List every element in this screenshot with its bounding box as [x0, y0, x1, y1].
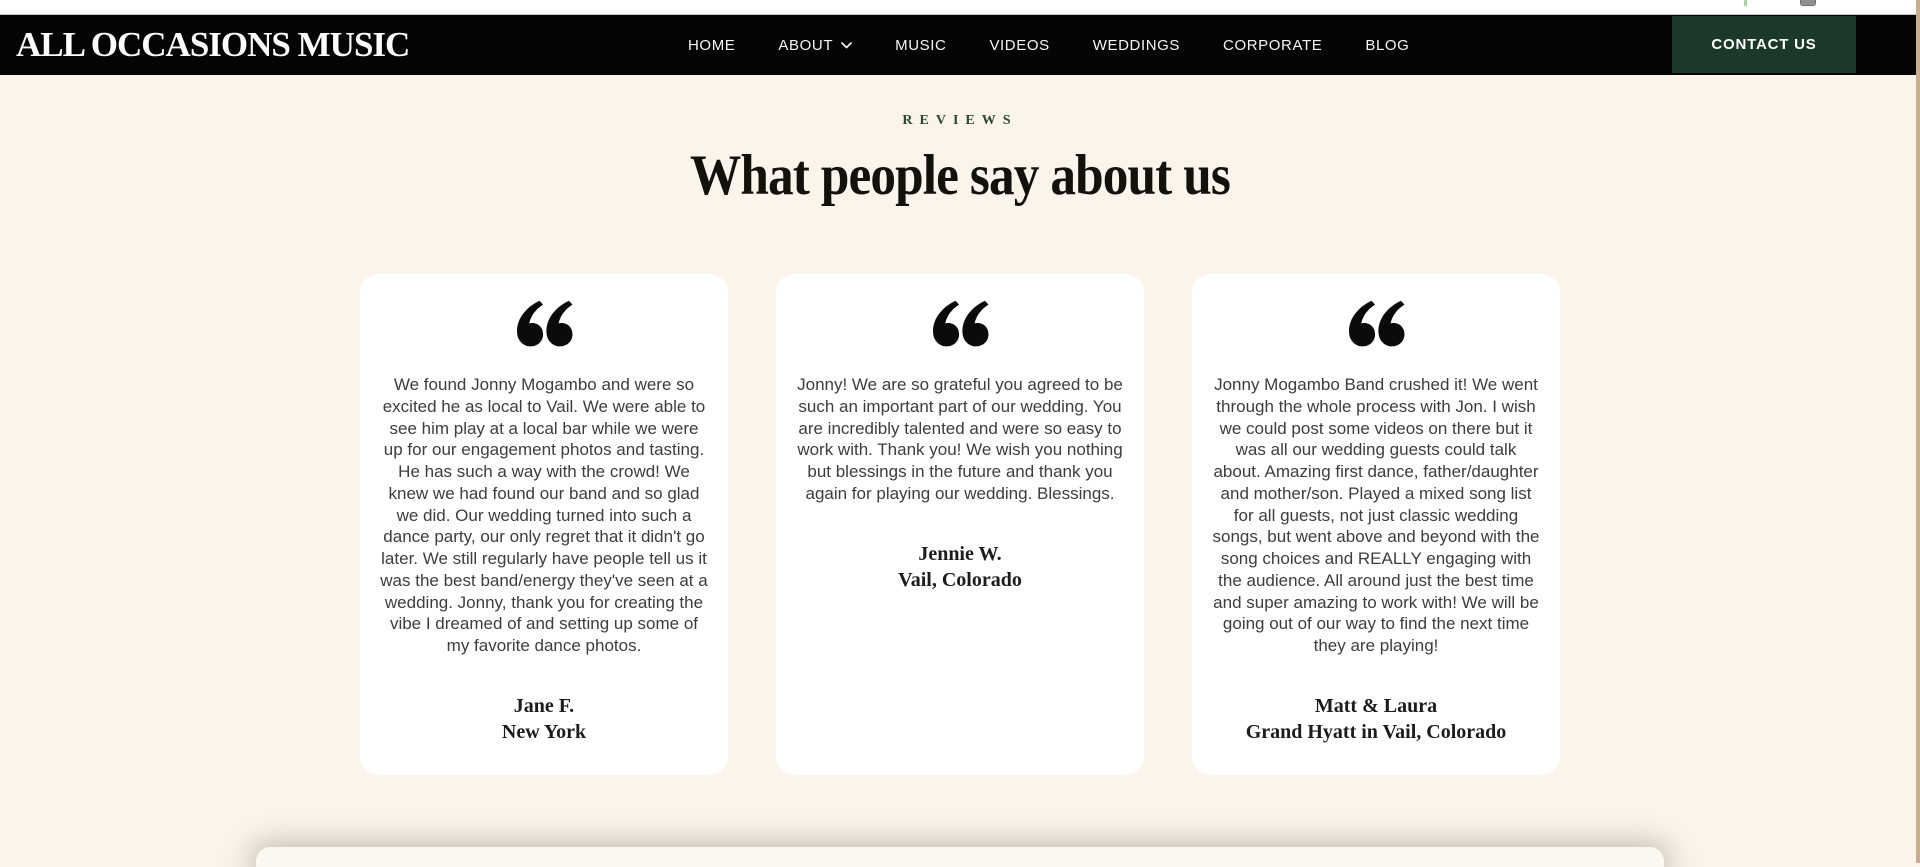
- testimonial-name: Jane F.: [513, 694, 575, 717]
- section-heading: What people say about us: [690, 144, 1230, 207]
- browser-chrome-sliver: [0, 0, 1920, 15]
- nav-item-label: CORPORATE: [1223, 36, 1323, 54]
- nav-item-videos[interactable]: [989, 37, 1049, 54]
- page-edge-scrollbar-strip[interactable]: [1916, 0, 1920, 863]
- main-nav: [688, 15, 1409, 75]
- chevron-down-icon: [841, 42, 852, 49]
- contact-us-button[interactable]: CONTACT US: [1672, 16, 1856, 73]
- testimonial-attribution: [898, 541, 1022, 593]
- nav-item-blog[interactable]: [1365, 37, 1409, 54]
- section-eyebrow: REVIEWS: [902, 113, 1018, 128]
- testimonial-card: [1192, 274, 1560, 775]
- nav-item-label: WEDDINGS: [1092, 36, 1181, 54]
- reviews-section: [0, 75, 1920, 775]
- nav-item-label: VIDEOS: [989, 36, 1050, 54]
- testimonial-attribution: [502, 693, 586, 745]
- testimonial-card: [776, 274, 1144, 775]
- testimonial-quote: Jonny! We are so grateful you agreed to be such an important part of our wedding. You are incredibly talented and were so easy to work with. Thank you! We wish you nothing but blessings in the future and thank you again for playing our wedding. Blessings.: [797, 375, 1123, 503]
- next-section-panel-edge: [256, 847, 1664, 867]
- testimonial-attribution: [1246, 693, 1507, 745]
- site-logo[interactable]: ALL OCCASIONS MUSIC: [16, 25, 410, 64]
- testimonial-name: Jennie W.: [918, 542, 1002, 565]
- site-header: [0, 15, 1920, 75]
- nav-item-about[interactable]: [778, 37, 852, 54]
- nav-item-label: HOME: [688, 36, 736, 54]
- partial-toolbar-icon: [1800, 0, 1816, 6]
- nav-item-label: ABOUT: [778, 36, 834, 54]
- nav-item-music[interactable]: [895, 37, 946, 54]
- testimonial-cards-row: [0, 274, 1920, 775]
- testimonial-quote: We found Jonny Mogambo and were so excited he as local to Vail. We were able to see him play at a local bar while we were up for our engagement photos and tasting. He has such a way with the crowd! We knew we had found our band and so glad we did. Our wedding turned into such a dance party, our only regret that it didn't go later. We still regularly have people tell us it was the best band/energy they've seen at a wedding. Jonny, thank you for creating the vibe I dreamed of and setting up some of my favorite dance photos.: [380, 375, 708, 655]
- nav-item-weddings[interactable]: [1093, 37, 1180, 54]
- partial-green-indicator-icon: [1744, 0, 1747, 6]
- nav-item-corporate[interactable]: [1223, 37, 1322, 54]
- testimonial-name: Matt & Laura: [1314, 694, 1438, 717]
- testimonial-location: Grand Hyatt in Vail, Colorado: [1245, 720, 1507, 743]
- testimonial-card: [360, 274, 728, 775]
- double-quote-icon: [1348, 300, 1405, 347]
- testimonial-quote: Jonny Mogambo Band crushed it! We went through the whole process with Jon. I wish we could post some videos on there but it was all our wedding guests could talk about. Amazing first dance, father/daughter and mother/son. Played a mixed song list for all guests, not just classic wedding songs, but went above and beyond with the song choices and REALLY engaging with the audience. All around just the best time and super amazing to work with! We will be going out of our way to find the next time they are playing!: [1212, 375, 1540, 655]
- double-quote-icon: [516, 300, 573, 347]
- nav-item-home[interactable]: [688, 37, 735, 54]
- nav-item-label: MUSIC: [895, 36, 947, 54]
- nav-item-label: BLOG: [1365, 36, 1410, 54]
- double-quote-icon: [932, 300, 989, 347]
- testimonial-location: Vail, Colorado: [898, 568, 1022, 591]
- testimonial-location: New York: [501, 720, 587, 743]
